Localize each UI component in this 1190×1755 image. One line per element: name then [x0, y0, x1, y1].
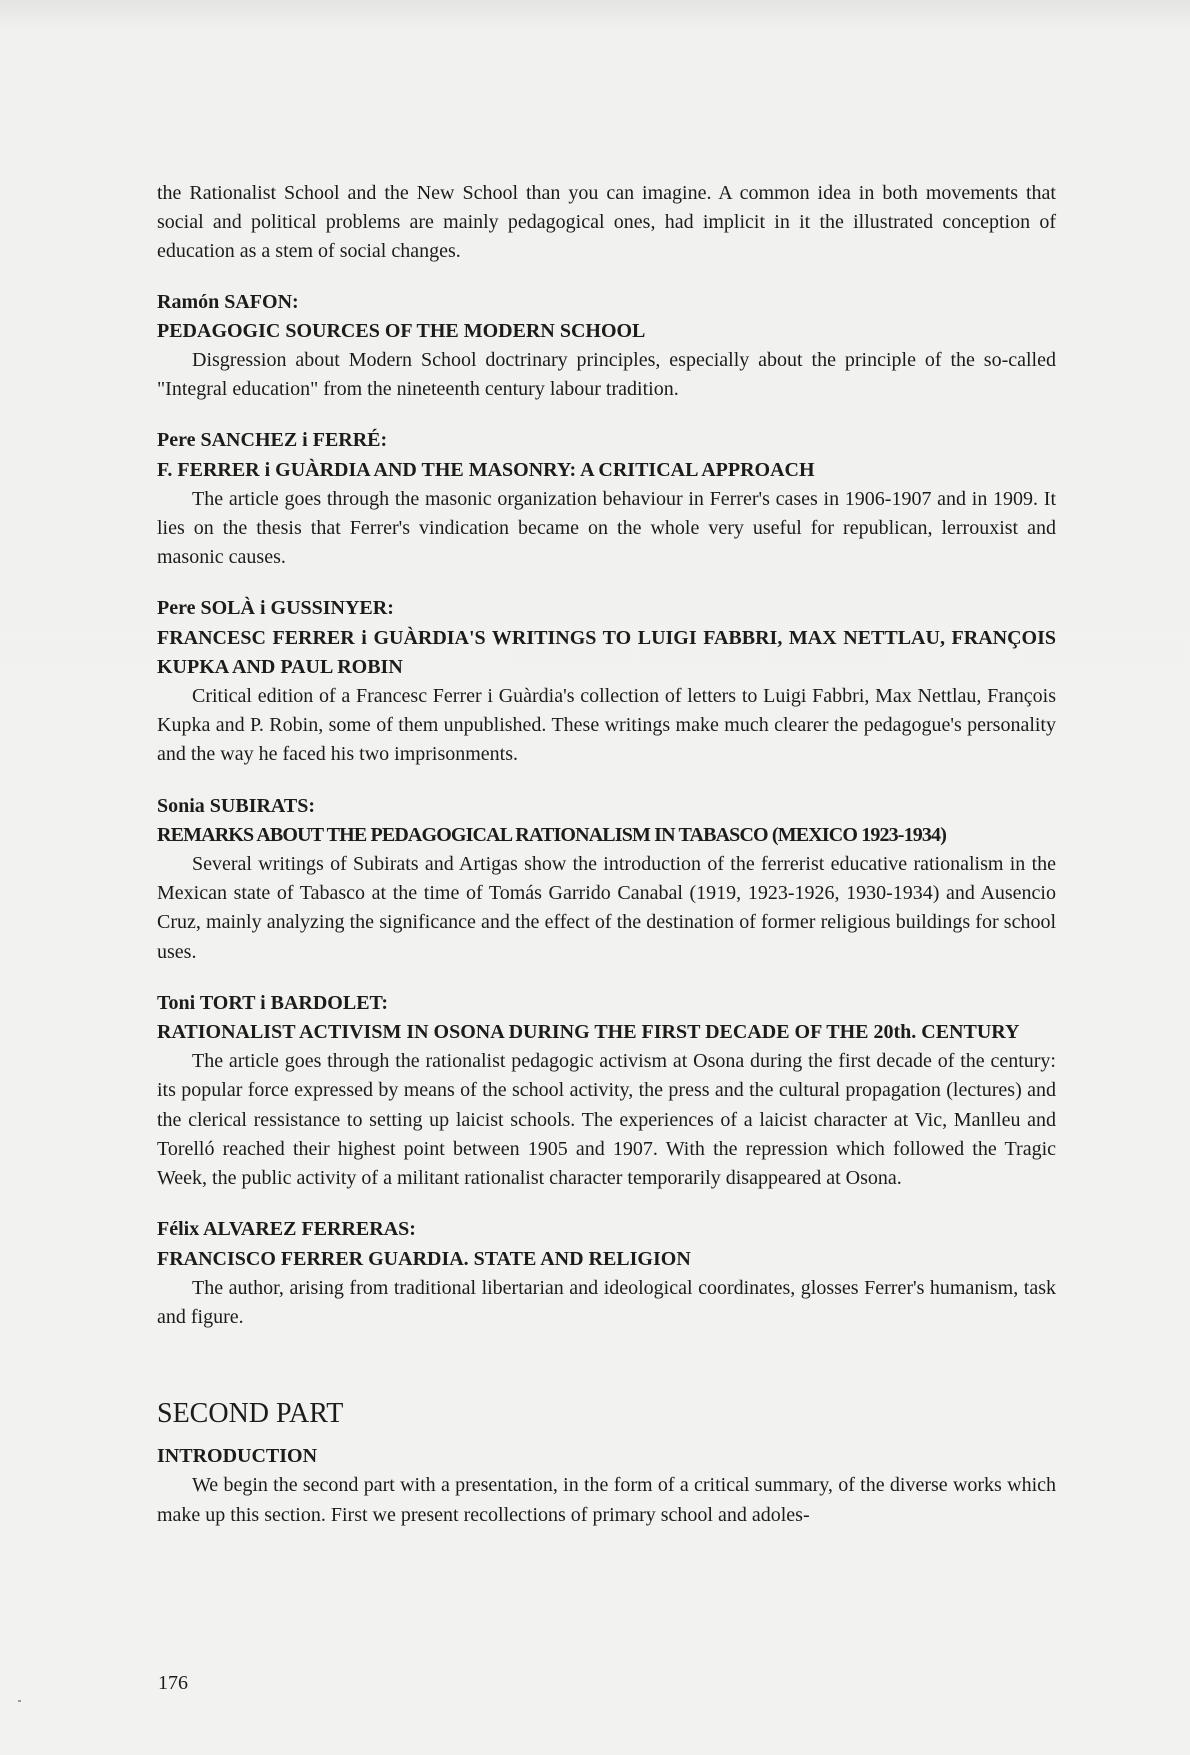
- entry-abstract: The article goes through the masonic organization behaviour in Ferrer's cases in 1906-1907 and in 1909. It lies on the thesis that Ferrer's vindication became on the whole very useful for republican, lerrouxist and masonic causes.: [157, 487, 1056, 569]
- abstract-entry: [157, 426, 1056, 572]
- entry-abstract: The author, arising from traditional libertarian and ideological coordinates, glosses Ferrer's humanism, task and figure.: [157, 1276, 1056, 1328]
- page-number: 176: [158, 1672, 188, 1694]
- entry-title: RATIONALIST ACTIVISM IN OSONA DURING THE FIRST DECADE OF THE 20th. CENTURY: [157, 1021, 1020, 1044]
- section-heading: SECOND PART: [157, 1398, 344, 1430]
- entry-abstract: Critical edition of a Francesc Ferrer i Guàrdia's collection of letters to Luigi Fabbri, Max Nettlau, François Kupka and P. Robin, some of them unpublished. These writings make much clearer the pedagogue's personality and the way he faced his two imprisonments.: [157, 685, 1056, 766]
- entry-title: REMARKS ABOUT THE PEDAGOGICAL RATIONALISM IN TABASCO (MEXICO 1923-1934): [157, 823, 947, 846]
- introduction-paragraph: We begin the second part with a presentation, in the form of a critical summary, of the diverse works which make up this section. First we present recollections of primary school and adoles-: [157, 1474, 1056, 1526]
- abstract-entry: [157, 792, 1056, 967]
- entry-author: Ramón SAFON:: [157, 290, 299, 313]
- entry-author: Pere SANCHEZ i FERRÉ:: [157, 429, 388, 452]
- scan-speck: [18, 1700, 21, 1702]
- abstract-entry: [157, 288, 1056, 405]
- entry-author: Sonia SUBIRATS:: [157, 794, 316, 817]
- page-body: [157, 179, 1056, 1530]
- entry-author: Pere SOLÀ i GUSSINYER:: [157, 597, 394, 620]
- abstract-entry: [157, 594, 1056, 769]
- entry-title: PEDAGOGIC SOURCES OF THE MODERN SCHOOL: [157, 319, 646, 342]
- entry-abstract: Disgression about Modern School doctrinary principles, especially about the principle of the so-called "Integral education" from the nineteenth century labour tradition.: [157, 349, 1056, 401]
- entry-author: Félix ALVAREZ FERRERAS:: [157, 1218, 416, 1241]
- abstract-entry: [157, 1215, 1056, 1332]
- intro-paragraph: the Rationalist School and the New School than you can imagine. A common idea in both movements that social and political problems are mainly pedagogical ones, had implicit in it the illustrated conception of education as a stem of social changes.: [157, 182, 1056, 263]
- abstract-entry: [157, 989, 1056, 1193]
- entry-author: Toni TORT i BARDOLET:: [157, 991, 389, 1014]
- entry-abstract: The article goes through the rationalist pedagogic activism at Osona during the first decade of the century: its popular force expressed by means of the school activity, the press and the cultural propagation (lectures) and the clerical ressistance to setting up laicist schools. The experiences of a laicist character at Vic, Manlleu and Torelló reached their highest point between 1905 and 1907. With the repression which followed the Tragic Week, the public activity of a militant rationalist character temporarily disappeared at Osona.: [157, 1050, 1056, 1190]
- entry-title: FRANCESC FERRER i GUÀRDIA'S WRITINGS TO LUIGI FABBRI, MAX NETTLAU, FRANÇOIS KUPKA AND PAUL ROBIN: [157, 626, 1056, 678]
- subsection-heading: INTRODUCTION: [157, 1445, 318, 1468]
- entry-title: FRANCISCO FERRER GUARDIA. STATE AND RELIGION: [157, 1247, 691, 1270]
- entry-title: F. FERRER i GUÀRDIA AND THE MASONRY: A CRITICAL APPROACH: [157, 458, 815, 481]
- entry-abstract: Several writings of Subirats and Artigas show the introduction of the ferrerist educative rationalism in the Mexican state of Tabasco at the time of Tomás Garrido Canabal (1919, 1923-1926, 1930-1934) and Ausencio Cruz, mainly analyzing the significance and the effect of the destination of former religious buildings for school uses.: [157, 853, 1056, 963]
